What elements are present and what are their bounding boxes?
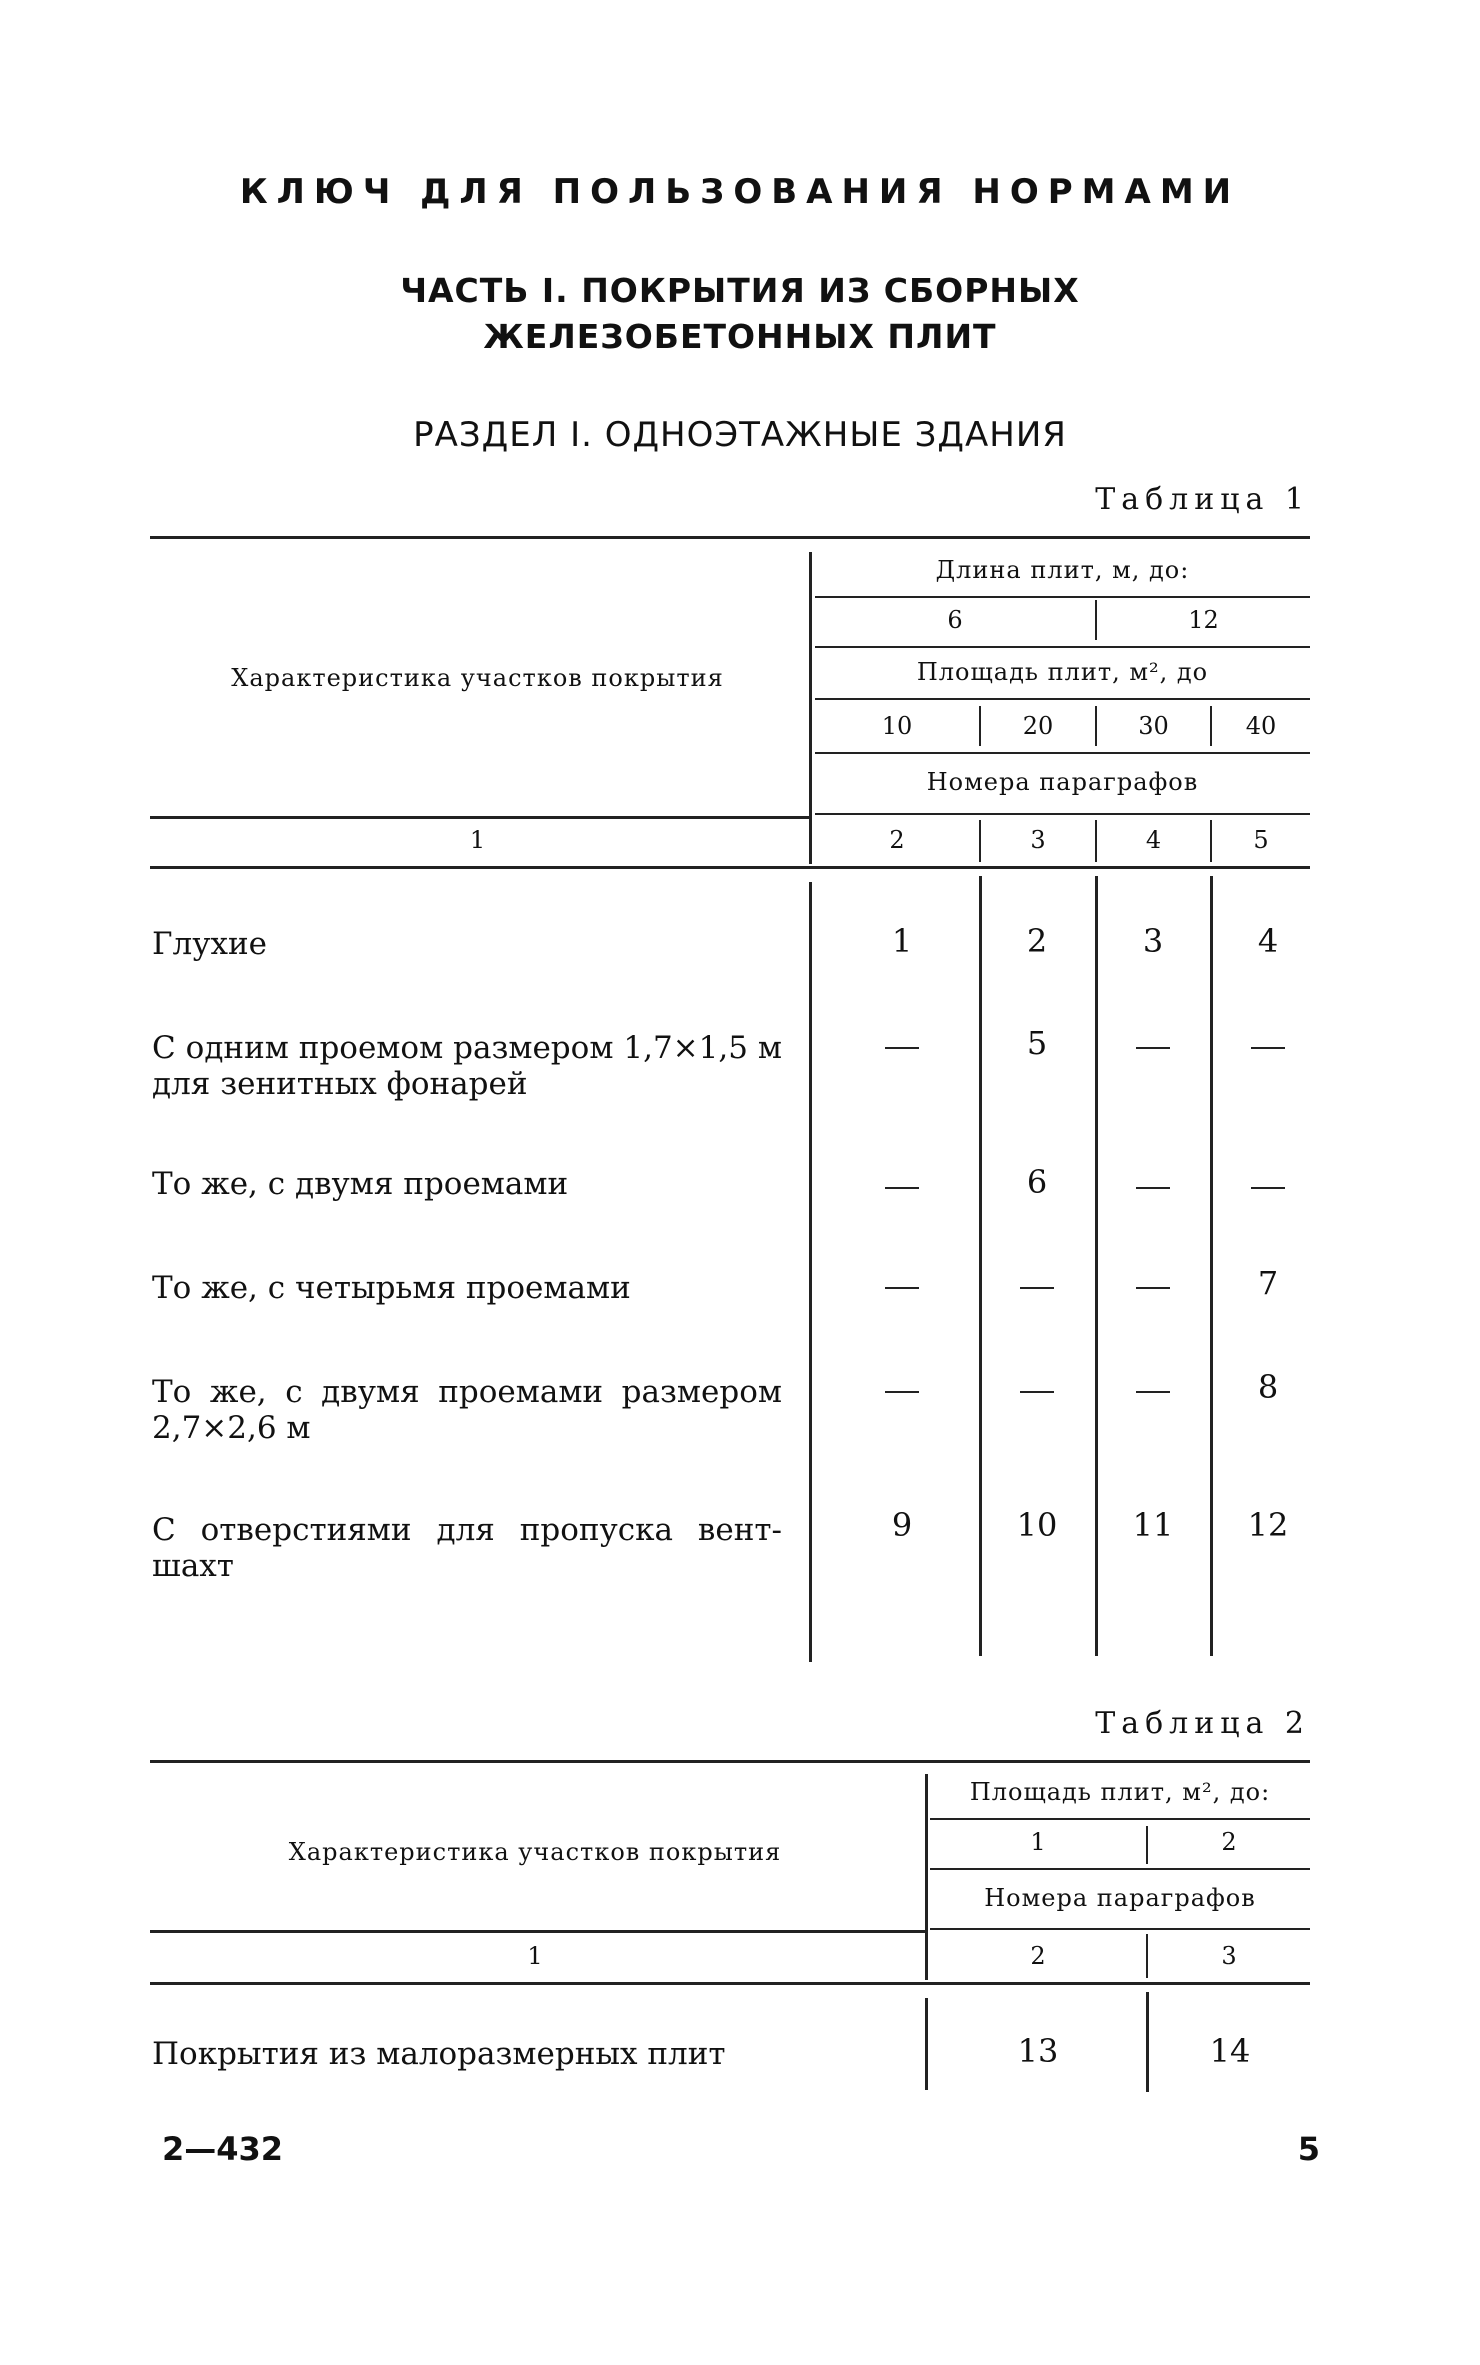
table1-area-10: 10 <box>881 712 913 740</box>
table1-top-rule <box>150 536 1310 539</box>
dash-value <box>1251 1187 1285 1189</box>
table2-col-divider <box>925 1774 928 1980</box>
table1-length-6: 6 <box>947 606 963 634</box>
table1-rule <box>815 646 1310 648</box>
table1-length-12: 12 <box>1188 606 1219 634</box>
table1-body-divider <box>809 882 812 1662</box>
part-title <box>0 268 1480 360</box>
table1-row-header: Характеристика участков покрытия <box>231 664 724 692</box>
dash-value <box>885 1187 919 1189</box>
row-label-line1: То же, с двумя проемами размером <box>152 1374 782 1410</box>
row-value: 13 <box>1017 2032 1059 2070</box>
table1-rule <box>150 816 810 819</box>
table2-colnum-3: 3 <box>1221 1942 1237 1970</box>
dash-value <box>1020 1391 1054 1393</box>
dash-value <box>885 1287 919 1289</box>
table1-rule <box>815 596 1310 598</box>
table2-paragraphs-header: Номера параграфов <box>984 1884 1256 1912</box>
table1-length-header: Длина плит, м, до: <box>935 556 1190 584</box>
row-label-line1: С одним проемом размером 1,7×1,5 м <box>152 1030 782 1066</box>
table2-colnum-2: 2 <box>1030 1942 1046 1970</box>
table1-colnum-3: 3 <box>1030 826 1046 854</box>
table2-rule <box>930 1868 1310 1870</box>
row-value: 3 <box>1142 922 1164 960</box>
row-label-line2: шахт <box>152 1548 234 1584</box>
table2-area-2: 2 <box>1221 1828 1237 1856</box>
table1-body-divider <box>979 876 982 1656</box>
table1-colnum-5: 5 <box>1253 826 1269 854</box>
table2-area-header: Площадь плит, м², до: <box>969 1778 1271 1806</box>
dash-value <box>1251 1047 1285 1049</box>
table2-rule <box>930 1928 1310 1930</box>
table2-rule <box>930 1818 1310 1820</box>
row-value: 2 <box>1026 922 1048 960</box>
dash-value <box>1136 1287 1170 1289</box>
row-label: Покрытия из малоразмерных плит <box>152 2036 726 2072</box>
row-label: То же, с двумя проемами <box>152 1166 569 1202</box>
page-number: 5 <box>1297 2130 1320 2168</box>
page-title: КЛЮЧ ДЛЯ ПОЛЬЗОВАНИЯ НОРМАМИ <box>239 172 1241 212</box>
table2-header-bottom-rule <box>150 1982 1310 1985</box>
table1-rule <box>815 698 1310 700</box>
table2-rule <box>150 1930 925 1933</box>
table2-body-divider <box>925 1998 928 2090</box>
table1-paragraphs-header: Номера параграфов <box>926 768 1199 796</box>
table2-row-header: Характеристика участков покрытия <box>288 1838 782 1866</box>
table2-top-rule <box>150 1760 1310 1763</box>
row-value: 11 <box>1132 1506 1174 1544</box>
table1-area-30: 30 <box>1138 712 1169 740</box>
row-value: 4 <box>1257 922 1279 960</box>
table1-area-header: Площадь плит, м², до <box>916 658 1209 686</box>
table1-body-divider <box>1210 876 1213 1656</box>
table2-body-divider <box>1146 1992 1149 2092</box>
dash-value <box>1136 1391 1170 1393</box>
part-title-line1: ЧАСТЬ I. ПОКРЫТИЯ ИЗ СБОРНЫХ <box>400 271 1080 310</box>
table1-col-divider <box>809 552 812 864</box>
table1-rule <box>815 813 1310 815</box>
dash-value <box>1136 1047 1170 1049</box>
row-label-line1: С отверстиями для пропуска вент- <box>152 1512 782 1548</box>
row-value: 10 <box>1016 1506 1058 1544</box>
table2-label: Таблица 2 <box>1095 1706 1310 1741</box>
table1-label: Таблица 1 <box>1095 482 1310 517</box>
table1-colnum-4: 4 <box>1145 826 1162 854</box>
table1-area-20: 20 <box>1022 712 1054 740</box>
row-label-line2: для зенитных фонарей <box>152 1066 528 1102</box>
row-value: 12 <box>1247 1506 1289 1544</box>
row-value: 1 <box>891 922 913 960</box>
table1-header-bottom-rule <box>150 866 1310 869</box>
row-value: 14 <box>1209 2032 1251 2070</box>
row-value: 7 <box>1257 1264 1279 1302</box>
dash-value <box>1020 1287 1054 1289</box>
part-title-line2: ЖЕЛЕЗОБЕТОННЫХ ПЛИТ <box>483 317 997 356</box>
table2-area-1: 1 <box>1030 1828 1046 1856</box>
row-value: 9 <box>891 1506 913 1544</box>
table1-body-divider <box>1095 876 1098 1656</box>
table1-rule <box>815 752 1310 754</box>
table1-colnum-2: 2 <box>889 826 905 854</box>
section-title: РАЗДЕЛ I. ОДНОЭТАЖНЫЕ ЗДАНИЯ <box>413 415 1067 455</box>
row-label: То же, с четырьмя проемами <box>152 1270 631 1306</box>
table1-area-40: 40 <box>1245 712 1277 740</box>
row-value: 6 <box>1026 1163 1048 1201</box>
dash-value <box>885 1391 919 1393</box>
row-value: 5 <box>1026 1024 1048 1062</box>
row-label: Глухие <box>152 926 267 962</box>
dash-value <box>885 1047 919 1049</box>
table2-colnum-1: 1 <box>527 1942 543 1970</box>
table1-colnum-1: 1 <box>469 826 486 854</box>
row-label-line2: 2,7×2,6 м <box>152 1410 311 1446</box>
page-code: 2—432 <box>162 2130 284 2168</box>
dash-value <box>1136 1187 1170 1189</box>
row-value: 8 <box>1257 1368 1279 1406</box>
